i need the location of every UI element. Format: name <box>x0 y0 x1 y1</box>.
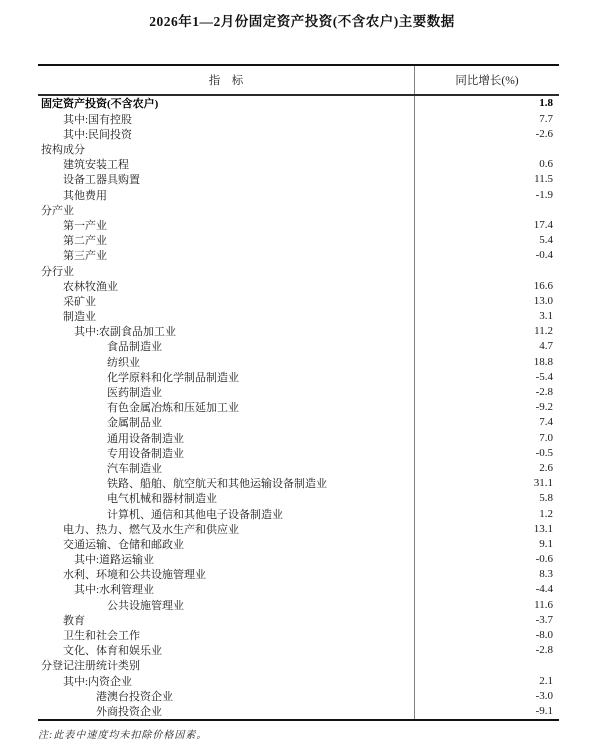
row-value-cell <box>415 597 559 612</box>
row-value-cell <box>415 309 559 324</box>
table-row <box>38 612 559 627</box>
table-body <box>38 96 559 721</box>
row-value-cell <box>415 111 559 126</box>
table-row <box>38 324 559 339</box>
row-growth-value: -2.6 <box>535 127 553 140</box>
row-indicator-label: 其中:内资企业 <box>63 675 133 688</box>
row-indicator-label: 汽车制造业 <box>107 462 162 475</box>
row-indicator-cell <box>38 491 415 506</box>
row-growth-value: 16.6 <box>533 279 553 292</box>
row-growth-value: -2.8 <box>535 386 553 399</box>
row-value-cell <box>415 141 559 156</box>
table-row <box>38 445 559 460</box>
row-growth-value: 7.7 <box>539 112 553 125</box>
row-growth-value: 5.8 <box>539 492 553 505</box>
table-row <box>38 187 559 202</box>
table-row <box>38 703 559 718</box>
table-row <box>38 263 559 278</box>
table-header-row <box>38 66 559 96</box>
table-row <box>38 354 559 369</box>
row-indicator-label: 其中:民间投资 <box>63 128 133 141</box>
row-indicator-cell <box>38 415 415 430</box>
row-indicator-cell <box>38 658 415 673</box>
table-row <box>38 643 559 658</box>
row-value-cell <box>415 430 559 445</box>
row-growth-value: 11.2 <box>534 325 553 338</box>
row-value-cell <box>415 582 559 597</box>
row-growth-value: -5.4 <box>535 370 553 383</box>
row-indicator-label: 其中:国有控股 <box>63 113 133 126</box>
table-row <box>38 658 559 673</box>
row-indicator-cell <box>38 582 415 597</box>
row-indicator-label: 分行业 <box>41 265 74 278</box>
row-indicator-label: 其他费用 <box>63 189 107 202</box>
row-indicator-label: 农林牧渔业 <box>63 280 118 293</box>
row-indicator-label: 第二产业 <box>63 235 107 248</box>
row-indicator-cell <box>38 703 415 718</box>
row-indicator-label: 固定资产投资(不含农户) <box>41 98 159 111</box>
row-indicator-label: 其中:水利管理业 <box>74 584 155 597</box>
row-value-cell <box>415 521 559 536</box>
table-row <box>38 278 559 293</box>
table-row <box>38 384 559 399</box>
row-indicator-label: 外商投资企业 <box>96 705 162 718</box>
row-growth-value: -2.8 <box>535 644 553 657</box>
table-row <box>38 430 559 445</box>
row-value-cell <box>415 673 559 688</box>
table-row <box>38 582 559 597</box>
row-value-cell <box>415 536 559 551</box>
row-indicator-cell <box>38 141 415 156</box>
table-row <box>38 111 559 126</box>
table-row <box>38 293 559 308</box>
row-indicator-cell <box>38 233 415 248</box>
row-indicator-cell <box>38 309 415 324</box>
row-indicator-label: 文化、体育和娱乐业 <box>63 645 162 658</box>
row-growth-value: 0.6 <box>539 158 553 171</box>
row-value-cell <box>415 688 559 703</box>
footnote: 注:此表中速度均未扣除价格因素。 <box>38 729 208 741</box>
table-row <box>38 688 559 703</box>
table-row <box>38 491 559 506</box>
row-indicator-cell <box>38 278 415 293</box>
row-indicator-label: 有色金属冶炼和压延加工业 <box>107 402 239 415</box>
row-growth-value: 4.7 <box>539 340 553 353</box>
row-indicator-cell <box>38 536 415 551</box>
row-indicator-cell <box>38 111 415 126</box>
row-value-cell <box>415 491 559 506</box>
row-growth-value: 1.2 <box>539 507 553 520</box>
row-indicator-label: 计算机、通信和其他电子设备制造业 <box>107 508 283 521</box>
row-indicator-label: 交通运输、仓储和邮政业 <box>63 538 184 551</box>
row-value-cell <box>415 233 559 248</box>
table-row <box>38 141 559 156</box>
row-indicator-label: 分登记注册统计类别 <box>41 660 140 673</box>
row-growth-value: 8.3 <box>539 568 553 581</box>
row-indicator-cell <box>38 567 415 582</box>
row-indicator-cell <box>38 627 415 642</box>
row-value-cell <box>415 369 559 384</box>
row-indicator-cell <box>38 157 415 172</box>
row-growth-value: 11.6 <box>534 598 553 611</box>
row-value-cell <box>415 293 559 308</box>
row-growth-value: 5.4 <box>539 234 553 247</box>
row-growth-value: -3.0 <box>535 689 553 702</box>
table-row <box>38 217 559 232</box>
row-growth-value: -0.5 <box>535 446 553 459</box>
row-indicator-cell <box>38 688 415 703</box>
row-value-cell <box>415 658 559 673</box>
row-growth-value: 1.8 <box>539 97 553 110</box>
row-indicator-cell <box>38 460 415 475</box>
row-growth-value: -4.4 <box>535 583 553 596</box>
row-value-cell <box>415 703 559 718</box>
page-title: 2026年1—2月份固定资产投资(不含农户)主要数据 <box>149 14 455 29</box>
row-indicator-cell <box>38 445 415 460</box>
row-indicator-label: 食品制造业 <box>107 341 162 354</box>
row-indicator-label: 采矿业 <box>63 295 96 308</box>
header-yoy-growth: 同比增长(%) <box>455 74 519 87</box>
row-growth-value: -8.0 <box>535 629 553 642</box>
row-growth-value: 7.0 <box>539 431 553 444</box>
row-indicator-label: 设备工器具购置 <box>63 174 140 187</box>
row-indicator-label: 纺织业 <box>107 356 140 369</box>
row-indicator-cell <box>38 202 415 217</box>
statistics-table <box>38 64 559 721</box>
row-indicator-cell <box>38 293 415 308</box>
row-growth-value: 13.1 <box>533 522 553 535</box>
row-growth-value: -0.4 <box>535 249 553 262</box>
table-row <box>38 567 559 582</box>
row-indicator-label: 公共设施管理业 <box>107 599 184 612</box>
row-indicator-cell <box>38 430 415 445</box>
row-indicator-label: 金属制品业 <box>107 417 162 430</box>
row-indicator-cell <box>38 248 415 263</box>
row-growth-value: 2.6 <box>539 461 553 474</box>
row-value-cell <box>415 415 559 430</box>
row-growth-value: 31.1 <box>533 477 553 490</box>
row-indicator-label: 专用设备制造业 <box>107 447 184 460</box>
row-indicator-label: 分产业 <box>41 204 74 217</box>
row-indicator-cell <box>38 339 415 354</box>
row-growth-value: -1.9 <box>535 188 553 201</box>
row-value-cell <box>415 187 559 202</box>
table-row <box>38 536 559 551</box>
table-row <box>38 157 559 172</box>
row-value-cell <box>415 278 559 293</box>
row-growth-value: 18.8 <box>533 355 553 368</box>
table-row <box>38 309 559 324</box>
row-indicator-cell <box>38 369 415 384</box>
row-indicator-label: 其中:道路运输业 <box>74 554 155 567</box>
row-indicator-cell <box>38 521 415 536</box>
row-indicator-label: 建筑安装工程 <box>63 159 129 172</box>
row-growth-value: -9.2 <box>535 401 553 414</box>
row-growth-value: 17.4 <box>533 218 553 231</box>
header-indicator: 指 标 <box>38 66 415 94</box>
row-value-cell <box>415 460 559 475</box>
row-value-cell <box>415 567 559 582</box>
row-indicator-label: 通用设备制造业 <box>107 432 184 445</box>
table-row <box>38 96 559 111</box>
row-indicator-label: 按构成分 <box>41 144 85 157</box>
row-indicator-label: 第三产业 <box>63 250 107 263</box>
table-row <box>38 506 559 521</box>
row-growth-value: 3.1 <box>539 310 553 323</box>
row-growth-value: 2.1 <box>539 674 553 687</box>
row-indicator-cell <box>38 217 415 232</box>
table-row <box>38 202 559 217</box>
row-indicator-cell <box>38 643 415 658</box>
row-value-cell <box>415 445 559 460</box>
row-indicator-cell <box>38 354 415 369</box>
table-row <box>38 369 559 384</box>
row-growth-value: 7.4 <box>539 416 553 429</box>
row-value-cell <box>415 552 559 567</box>
table-row <box>38 552 559 567</box>
row-value-cell <box>415 157 559 172</box>
row-indicator-cell <box>38 552 415 567</box>
row-indicator-cell <box>38 126 415 141</box>
row-indicator-label: 教育 <box>63 614 85 627</box>
row-indicator-label: 铁路、船舶、航空航天和其他运输设备制造业 <box>107 478 327 491</box>
row-growth-value: -9.1 <box>535 704 553 717</box>
row-indicator-cell <box>38 673 415 688</box>
row-indicator-label: 化学原料和化学制品制造业 <box>107 371 239 384</box>
row-value-cell <box>415 339 559 354</box>
row-indicator-label: 港澳台投资企业 <box>96 690 173 703</box>
row-value-cell <box>415 476 559 491</box>
table-row <box>38 627 559 642</box>
table-row <box>38 460 559 475</box>
table-row <box>38 673 559 688</box>
row-indicator-label: 电力、热力、燃气及水生产和供应业 <box>63 523 239 536</box>
row-indicator-label: 电气机械和器材制造业 <box>107 493 217 506</box>
row-value-cell <box>415 96 559 111</box>
row-value-cell <box>415 384 559 399</box>
table-row <box>38 339 559 354</box>
row-indicator-label: 水利、环境和公共设施管理业 <box>63 569 206 582</box>
row-growth-value: -0.6 <box>535 553 553 566</box>
row-value-cell <box>415 324 559 339</box>
table-row <box>38 521 559 536</box>
row-indicator-label: 第一产业 <box>63 219 107 232</box>
row-value-cell <box>415 354 559 369</box>
row-value-cell <box>415 248 559 263</box>
row-indicator-cell <box>38 324 415 339</box>
row-growth-value: 13.0 <box>533 294 553 307</box>
row-value-cell <box>415 612 559 627</box>
row-indicator-cell <box>38 263 415 278</box>
row-indicator-label: 制造业 <box>63 311 96 324</box>
table-row <box>38 233 559 248</box>
row-indicator-cell <box>38 506 415 521</box>
row-indicator-cell <box>38 172 415 187</box>
row-value-cell <box>415 400 559 415</box>
row-value-cell <box>415 263 559 278</box>
row-growth-value: 11.5 <box>534 173 553 186</box>
row-indicator-label: 卫生和社会工作 <box>63 630 140 643</box>
row-value-cell <box>415 627 559 642</box>
row-indicator-cell <box>38 597 415 612</box>
table-row <box>38 172 559 187</box>
row-growth-value: -3.7 <box>535 613 553 626</box>
row-value-cell <box>415 202 559 217</box>
row-indicator-cell <box>38 96 415 111</box>
row-indicator-cell <box>38 400 415 415</box>
row-indicator-label: 其中:农副食品加工业 <box>74 326 177 339</box>
row-value-cell <box>415 172 559 187</box>
table-row <box>38 400 559 415</box>
table-row <box>38 248 559 263</box>
row-indicator-cell <box>38 187 415 202</box>
table-row <box>38 415 559 430</box>
table-row <box>38 597 559 612</box>
row-indicator-cell <box>38 476 415 491</box>
row-growth-value: 9.1 <box>539 537 553 550</box>
row-indicator-cell <box>38 612 415 627</box>
table-row <box>38 476 559 491</box>
row-indicator-label: 医药制造业 <box>107 387 162 400</box>
row-value-cell <box>415 217 559 232</box>
row-value-cell <box>415 126 559 141</box>
row-value-cell <box>415 506 559 521</box>
row-value-cell <box>415 643 559 658</box>
row-indicator-cell <box>38 384 415 399</box>
table-row <box>38 126 559 141</box>
